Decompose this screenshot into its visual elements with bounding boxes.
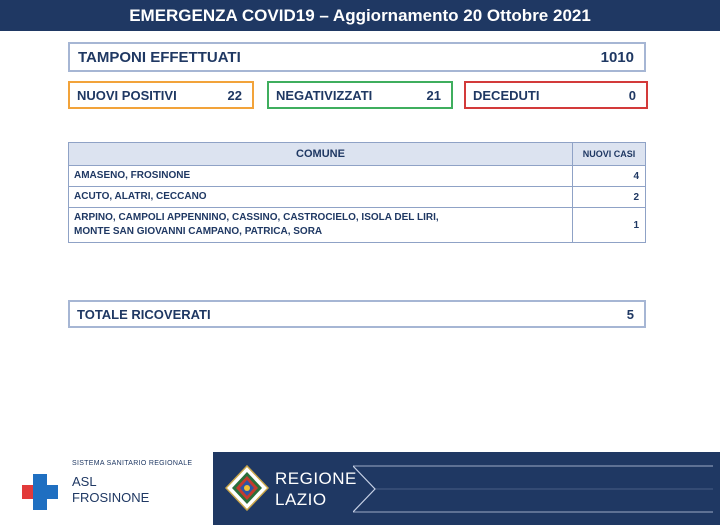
chevron-decor-icon: [353, 464, 713, 514]
positivi-value: 22: [227, 87, 242, 103]
lazio-label: LAZIO: [275, 490, 327, 509]
row-comune-line: AMASENO, FROSINONE: [74, 170, 191, 181]
row-casi: 1: [633, 219, 639, 231]
row-comune-line: ACUTO, ALATRI, CECCANO: [74, 191, 207, 202]
regione-lazio-emblem-icon: [225, 465, 269, 511]
row-comune: [69, 166, 573, 186]
tamponi-value: 1010: [600, 48, 634, 66]
negativizzati-label: NEGATIVIZZATI: [276, 87, 373, 103]
row-comune: [69, 187, 573, 207]
header-nuovi-casi: NUOVI CASI: [582, 149, 636, 159]
regione-lazio-area: [213, 452, 720, 525]
page-title: EMERGENZA COVID19 – Aggiornamento 20 Ottobre 2021: [129, 6, 591, 25]
header-comune: COMUNE: [69, 143, 573, 165]
positivi-label: NUOVI POSITIVI: [77, 87, 177, 103]
table-row: [69, 208, 645, 242]
asl-label: ASL: [72, 474, 97, 489]
tamponi-box: [68, 42, 646, 72]
page-header: [0, 0, 720, 31]
ricoverati-value: 5: [626, 306, 634, 322]
comuni-table: [68, 142, 646, 243]
row-comune-line: ARPINO, CAMPOLI APPENNINO, CASSINO, CASTROCIELO, ISOLA DEL LIRI,: [74, 212, 439, 223]
asl-cross-icon: [20, 472, 60, 512]
positivi-box: [68, 81, 254, 109]
asl-frosinone-label: FROSINONE: [72, 490, 150, 505]
ricoverati-label: TOTALE RICOVERATI: [77, 306, 211, 322]
table-header-row: [69, 143, 645, 166]
negativizzati-box: [267, 81, 453, 109]
deceduti-label: DECEDUTI: [473, 87, 540, 103]
table-row: [69, 166, 645, 187]
deceduti-box: [464, 81, 648, 109]
row-comune-line: MONTE SAN GIOVANNI CAMPANO, PATRICA, SORA: [74, 226, 323, 237]
asl-logo-area: [0, 452, 213, 525]
row-casi: 2: [633, 191, 639, 203]
ssr-label: SISTEMA SANITARIO REGIONALE: [72, 460, 193, 467]
table-row: [69, 187, 645, 208]
row-casi: 4: [633, 170, 639, 182]
ricoverati-box: [68, 300, 646, 328]
deceduti-value: 0: [628, 87, 636, 103]
tamponi-label: TAMPONI EFFETTUATI: [78, 48, 241, 66]
regione-label: REGIONE: [275, 469, 357, 488]
row-comune: [69, 208, 573, 242]
negativizzati-value: 21: [426, 87, 441, 103]
